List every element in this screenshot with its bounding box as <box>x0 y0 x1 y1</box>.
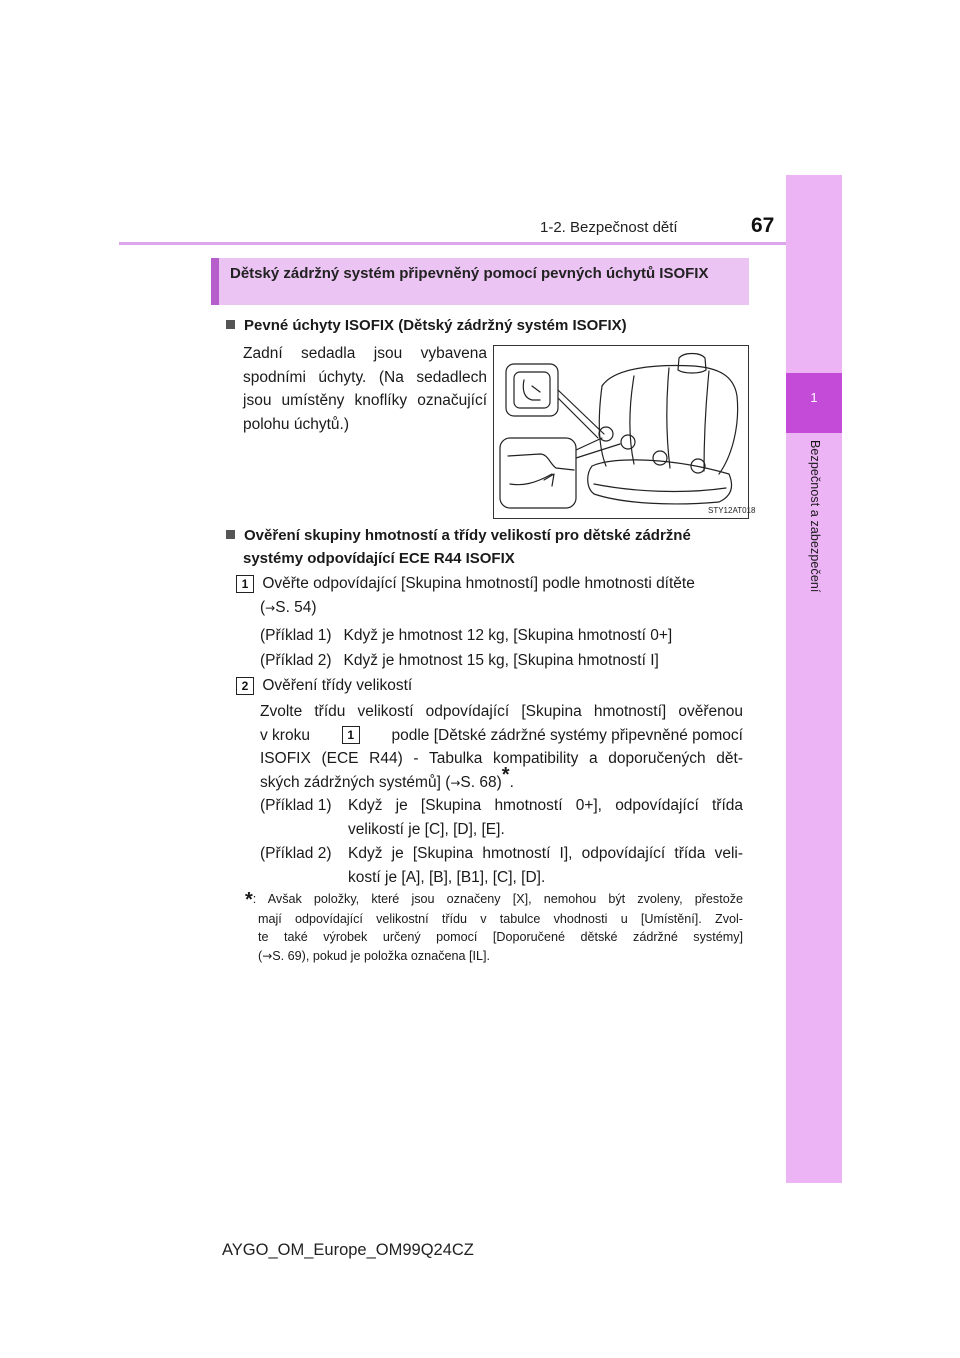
bullet-square-icon <box>226 320 235 329</box>
section1-paragraph <box>243 342 487 436</box>
paragraph-line <box>260 763 743 796</box>
bullet-square-icon <box>226 530 235 539</box>
page-ref: S. 68) <box>460 773 502 791</box>
page-ref: S. 54) <box>275 598 317 616</box>
step-1 <box>236 572 749 620</box>
paragraph-line: Zadní sedadla jsou vybavena <box>243 345 487 362</box>
paragraph-line: ISOFIX (ECE R44) - Tabulka kompatibility a doporučených dět- <box>260 750 743 767</box>
footnote-text: : Avšak položky, které jsou označeny [X], nemohou být zvoleny, přestože <box>252 892 743 906</box>
header-rule <box>119 242 787 245</box>
chapter-name-wrap <box>786 440 842 630</box>
step-title: Ověření třídy velikostí <box>262 677 413 694</box>
step-2-paragraph <box>260 700 743 795</box>
step-2 <box>236 674 749 698</box>
footnote-line <box>245 890 743 910</box>
step-1-example-2 <box>260 649 659 673</box>
example-text: Když je hmotnost 12 kg, [Skupina hmotností 0+] <box>343 627 673 644</box>
page-number: 67 <box>751 214 775 237</box>
section-title: 1-2. Bezpečnost dětí <box>540 219 678 236</box>
document-id: AYGO_OM_Europe_OM99Q24CZ <box>222 1241 474 1259</box>
footnote-star: * <box>245 889 253 911</box>
text-span: v kroku <box>260 726 310 744</box>
paren: ( <box>260 598 266 616</box>
paragraph-line: Zvolte třídu velikostí odpovídající [Skupina hmotností] ověřenou <box>260 703 743 720</box>
step-2-example-2 <box>260 842 743 889</box>
step-text: Ověřte odpovídající [Skupina hmotností] podle hmotnosti dítěte <box>262 575 695 592</box>
paragraph-line <box>260 724 743 748</box>
paragraph-line: spodními úchyty. (Na sedadlech <box>243 368 487 386</box>
example-label: (Příklad 2) <box>260 652 332 669</box>
text-span: podle [Dětské zádržné systémy připevněné pomocí <box>391 726 743 744</box>
section-heading-verification <box>226 524 749 570</box>
step-number-box: 2 <box>236 677 254 695</box>
isofix-seat-illustration <box>493 345 756 519</box>
footnote-line: mají odpovídající velikostní třídu v tabulce vhodnosti u [Umístění]. Zvol- <box>258 911 743 926</box>
paren: ( <box>258 948 263 963</box>
seat-drawing <box>494 346 756 518</box>
step-ref-box: 1 <box>342 726 360 744</box>
example-label: (Příklad 1) <box>260 627 332 644</box>
footnote-line: te také výrobek určený pomocí [Doporučené dětské zádržné systémy] <box>258 930 743 944</box>
title-bar <box>211 258 749 305</box>
heading-line: Ověření skupiny hmotností a třídy velikostí pro dětské zádržné <box>244 527 691 544</box>
section-heading-text: Pevné úchyty ISOFIX (Dětský zádržný systém ISOFIX) <box>244 317 627 334</box>
page-ref-arrow-icon: → <box>265 600 276 615</box>
example-line: velikostí je [C], [D], [E]. <box>348 820 505 838</box>
example-text: Když je hmotnost 15 kg, [Skupina hmotností I] <box>343 652 659 669</box>
heading-line: systémy odpovídající ECE R44 ISOFIX <box>243 550 515 567</box>
chapter-number: 1 <box>810 390 818 405</box>
text-span: . <box>509 773 514 791</box>
example-label: (Příklad 2) <box>260 845 332 862</box>
footnote-text: S. 69), pokud je položka označena [IL]. <box>272 948 490 963</box>
title-text: Dětský zádržný systém připevněný pomocí pevných úchytů ISOFIX <box>230 265 709 282</box>
section-heading-isofix <box>226 314 627 337</box>
page-ref-arrow-icon: → <box>262 948 273 963</box>
figure-code: STY12AT018 <box>708 506 756 515</box>
step-number-box: 1 <box>236 575 254 593</box>
page-ref-arrow-icon: → <box>450 775 461 790</box>
footnote <box>245 890 743 965</box>
step-1-example-1 <box>260 624 672 648</box>
example-line: Když je [Skupina hmotností 0+], odpovídající třída <box>348 797 743 814</box>
paragraph-line: jsou umístěny knoflíky označující <box>243 392 487 409</box>
step-2-example-1 <box>260 794 743 841</box>
text-span: ských zádržných systémů] ( <box>260 773 451 791</box>
footnote-line <box>245 947 743 966</box>
example-label: (Příklad 1) <box>260 797 332 814</box>
chapter-name: Bezpečnost a zabezpečení <box>808 440 822 593</box>
chapter-side-tab <box>786 175 842 1183</box>
footnote-star: * <box>501 763 510 786</box>
example-line: Když je [Skupina hmotností I], odpovídající třída veli- <box>348 845 743 862</box>
paragraph-line: polohu úchytů.) <box>243 415 349 433</box>
example-line: kostí je [A], [B], [B1], [C], [D]. <box>348 868 546 886</box>
